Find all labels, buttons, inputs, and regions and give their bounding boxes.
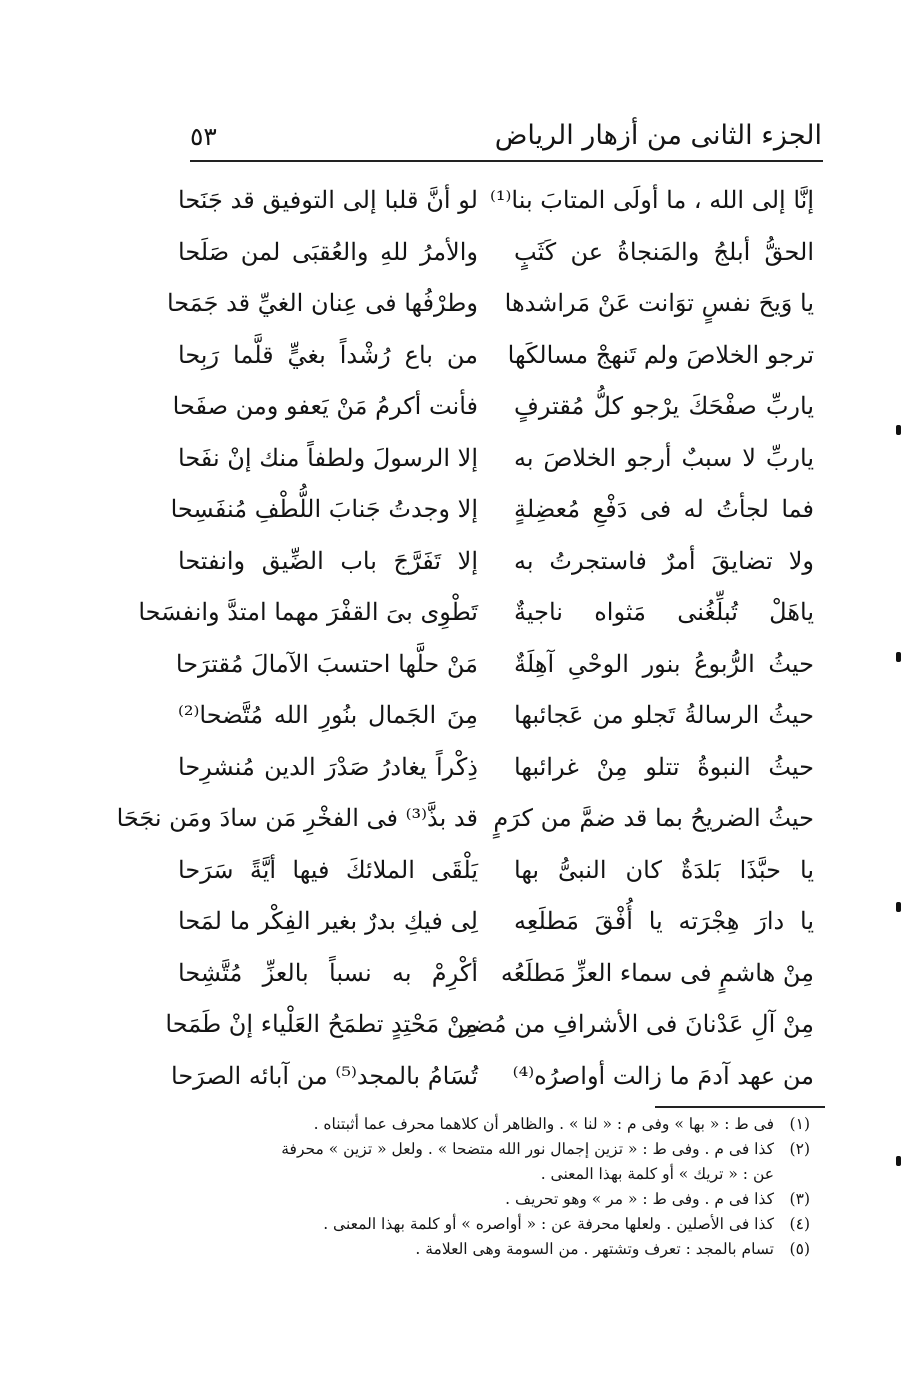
hemistich-second: من باع رُشْداً بغيٍّ قلَّما رَبِحا [178,340,478,369]
footnote [160,1137,810,1162]
poem [116,178,814,1105]
footnote-number: (٥) [789,1240,810,1258]
footnote-text: فى ط : « بها » وفى م : « لنا » . والظاهر أن كلاهما محرف عما أثبتناه . [313,1115,774,1133]
hemistich-second: إلا وجدتُ جَنابَ اللُّطْفِ مُنفَسِحا [170,495,478,523]
verse [158,693,814,745]
hemistich-second: وطرْفُها فى عِنان الغيِّ قد جَمَحا [166,289,478,317]
footnote-text: كذا فى م . وفى ط : « تزين إجمال نور الله متضحا » . ولعل « تزين » محرفة [281,1140,774,1158]
margin-mark [896,902,901,912]
verse [158,642,814,694]
footnote-rule [655,1106,825,1108]
footnote-number: (٣) [789,1190,810,1208]
hemistich-second: تُسَامُ بالمجد⁽⁵⁾ من آبائه الصرَحا [171,1061,478,1090]
hemistich-first: ياربِّ صفْحَكَ يرْجو كلُّ مُقترفٍ [514,392,814,420]
page-number: ٥٣ [190,122,217,151]
hemistich-second: تَطْوِى بىَ القفْرَ مهما امتدَّ وانفسَحا [138,598,478,626]
hemistich-second: والأمرُ للهِ والعُقبَى لمن صَلَحا [178,237,478,266]
page-header [190,112,822,158]
footnote-number: (٤) [789,1215,810,1233]
verse [158,899,814,951]
footnotes [160,1112,810,1262]
hemistich-first: ياربِّ لا سببٌ أرجو الخلاصَ به [514,443,814,472]
hemistich-second: مِنْ مَحْتِدٍ تطمَحُ العَلْياء إنْ طَمَحا [165,1010,478,1038]
footnote-number: (١) [789,1115,810,1133]
verse [158,848,814,900]
hemistich-second: ذِكْراً يغادرُ صَدْرَ الدين مُنشرِحا [178,752,478,781]
hemistich-first: ولا تضايقَ أمرٌ فاستجرتُ به [514,546,814,575]
verse [158,384,814,436]
hemistich-first: الحقُّ أبلجُ والمَنجاةُ عن كَثَبٍ [514,237,814,266]
hemistich-first: حيثُ الضريحُ بما قد ضمَّ من كرَمٍ [493,804,814,832]
hemistich-second: أكْرِمْ به نسباً بالعزِّ مُتَّشِحا [178,958,478,987]
verse [158,230,814,282]
verse [158,745,814,797]
hemistich-second: فأنت أكرمُ مَنْ يَعفو ومن صفَحا [172,392,478,420]
hemistich-second: مَنْ حلَّها احتسبَ الآمالَ مُقترَحا [175,649,478,678]
hemistich-first: مِنْ هاشمٍ فى سماء العزِّ مَطلَعُه [500,958,814,987]
margin-mark [896,1156,901,1166]
verse [158,1002,814,1054]
hemistich-second: إلا الرسولَ ولطفاً منك إنْ نفَحا [178,443,478,472]
hemistich-first: حيثُ الرسالةُ تَجلو من عَجائبها [514,701,814,729]
header-rule [190,160,823,162]
hemistich-second: لِى فيكِ بدرٌ بغير الفِكْر ما لمَحا [178,907,478,935]
running-title: الجزء الثانى من أزهار الرياض [494,120,822,151]
footnote [160,1187,810,1212]
hemistich-first: فما لجأتُ له فى دَفْعِ مُعضِلةٍ [514,495,814,523]
verse [158,487,814,539]
hemistich-second: قد بذَّ⁽³⁾ فى الفخْرِ مَن سادَ ومَن نجَحَا [116,804,478,832]
verse [158,178,814,230]
hemistich-first: مِنْ آلِ عَدْنانَ فى الأشرافِ من مُضر [459,1010,814,1038]
footnote-text: كذا فى م . وفى ط : « مر » وهو تحريف . [505,1190,774,1208]
verse [158,1054,814,1106]
hemistich-first: يا دارَ هِجْرَته يا أُفْقَ مَطلَعِه [514,907,814,935]
verse [158,333,814,385]
footnote [160,1112,810,1137]
hemistich-first: ياهَلْ تُبلِّغُنى مَثواه ناجيةٌ [514,598,814,626]
verse [158,539,814,591]
hemistich-second: لو أنَّ قلبا إلى التوفيق قد جَنَحا [178,186,478,214]
hemistich-first: من عهد آدمَ ما زالت أواصرُه⁽⁴⁾ [512,1061,814,1090]
hemistich-first: يا وَيحَ نفسٍ توَانت عَنْ مَراشدها [504,289,814,317]
hemistich-second: مِنَ الجَمال بنُورِ الله مُتَّضحا⁽²⁾ [178,701,478,729]
verse [158,436,814,488]
verse [116,796,814,848]
footnote-text: كذا فى الأصلين . ولعلها محرفة عن : « أواصره » أو كلمة بهذا المعنى . [323,1215,774,1233]
hemistich-first: يا حبَّذَا بَلدَةٌ كان النبىُّ بها [514,855,814,884]
footnote-number: (٢) [789,1140,810,1158]
hemistich-first: حيثُ الرُّبوعُ بنور الوحْىِ آهِلَةٌ [514,649,814,678]
verse [158,281,814,333]
verse [138,590,814,642]
hemistich-first: حيثُ النبوةُ تتلو مِنْ غرائبها [514,752,814,781]
hemistich-second: إلا تَفَرَّجَ باب الضِّيق وانفتحا [178,546,478,575]
hemistich-first: ترجو الخلاصَ ولم تَنهجْ مسالكَها [507,340,814,369]
footnote-continuation [160,1162,810,1187]
footnote [160,1212,810,1237]
footnote-text: تسام بالمجد : تعرف وتشتهر . من السومة وهى العلامة . [415,1240,774,1258]
verse [158,951,814,1003]
footnote [160,1237,810,1262]
margin-mark [896,425,901,435]
margin-mark [896,652,901,662]
hemistich-second: يَلْقَى الملائكَ فيها أيَّةً سَرَحا [178,855,478,884]
hemistich-first: إنَّا إلى الله ، ما أولَى المتابَ بنا⁽¹⁾ [490,186,814,214]
footnote-text: عن : « تريك » أو كلمة بهذا المعنى . [540,1165,774,1183]
